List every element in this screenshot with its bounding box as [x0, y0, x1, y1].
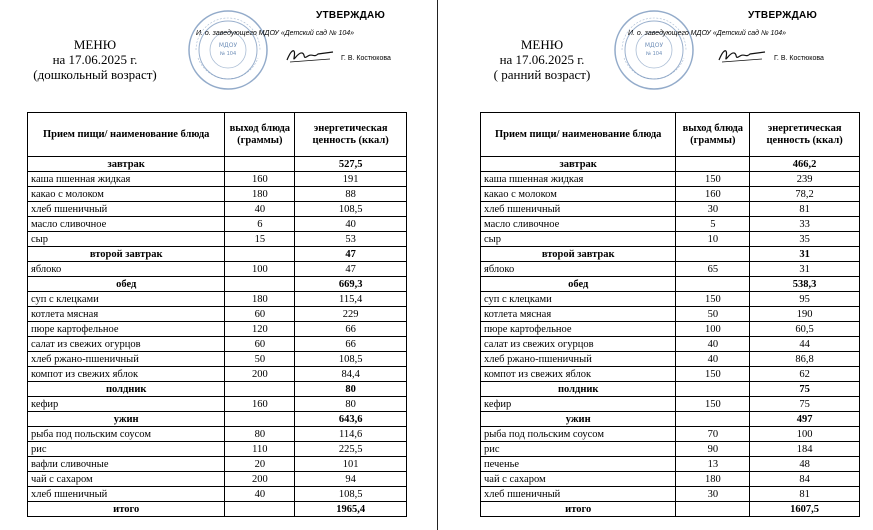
dish-kcal: 108,5 [295, 202, 407, 217]
dish-name: обед [28, 277, 225, 292]
dish-row [28, 202, 407, 217]
dish-name: какао с молоком [28, 187, 225, 202]
dish-grams: 200 [225, 367, 295, 382]
dish-kcal: 101 [295, 457, 407, 472]
meal-row [481, 247, 860, 262]
dish-row [481, 427, 860, 442]
dish-name: завтрак [481, 157, 676, 172]
dish-grams [225, 277, 295, 292]
dish-grams [225, 247, 295, 262]
approver-position: И. о. заведующего МДОУ «Детский сад № 104» [628, 30, 787, 37]
menu-title-line1: МЕНЮ [73, 37, 117, 52]
dish-kcal: 62 [750, 367, 860, 382]
dish-name: суп с клецками [28, 292, 225, 307]
dish-grams [676, 382, 750, 397]
dish-name: ужин [28, 412, 225, 427]
dish-grams: 20 [225, 457, 295, 472]
dish-kcal: 31 [750, 247, 860, 262]
dish-row [28, 427, 407, 442]
dish-row [481, 472, 860, 487]
dish-kcal: 108,5 [295, 352, 407, 367]
meal-row [28, 157, 407, 172]
dish-kcal: 669,3 [295, 277, 407, 292]
dish-row [28, 457, 407, 472]
dish-grams [676, 502, 750, 517]
meal-row [28, 247, 407, 262]
svg-text:МДОУ: МДОУ [218, 42, 238, 49]
dish-kcal: 40 [295, 217, 407, 232]
dish-name: пюре картофельное [28, 322, 225, 337]
dish-row [481, 442, 860, 457]
dish-grams: 160 [225, 172, 295, 187]
dish-name: компот из свежих яблок [28, 367, 225, 382]
dish-name: салат из свежих огурцов [28, 337, 225, 352]
dish-row [481, 202, 860, 217]
dish-grams: 180 [225, 187, 295, 202]
dish-name: хлеб пшеничный [481, 202, 676, 217]
meal-row [28, 382, 407, 397]
dish-kcal: 75 [750, 397, 860, 412]
dish-grams: 65 [676, 262, 750, 277]
dish-kcal: 538,3 [750, 277, 860, 292]
dish-name: второй завтрак [481, 247, 676, 262]
dish-name: чай с сахаром [28, 472, 225, 487]
header-dish: Прием пищи/ наименование блюда [481, 113, 676, 157]
dish-grams [225, 502, 295, 517]
dish-name: рис [481, 442, 676, 457]
dish-row [481, 217, 860, 232]
official-stamp [612, 8, 696, 92]
dish-grams: 100 [225, 262, 295, 277]
header-dish: Прием пищи/ наименование блюда [28, 113, 225, 157]
dish-row [28, 472, 407, 487]
menu-title [472, 37, 612, 82]
dish-kcal: 47 [295, 247, 407, 262]
dish-name: салат из свежих огурцов [481, 337, 676, 352]
dish-row [481, 262, 860, 277]
dish-kcal: 84,4 [295, 367, 407, 382]
dish-kcal: 190 [750, 307, 860, 322]
dish-row [481, 292, 860, 307]
dish-row [481, 367, 860, 382]
dish-grams: 40 [676, 352, 750, 367]
dish-grams [676, 247, 750, 262]
dish-name: хлеб ржано-пшеничный [28, 352, 225, 367]
signature-icon [284, 44, 336, 66]
dish-name: каша пшенная жидкая [481, 172, 676, 187]
dish-grams: 150 [676, 292, 750, 307]
dish-grams: 90 [676, 442, 750, 457]
dish-grams: 30 [676, 202, 750, 217]
dish-grams [225, 157, 295, 172]
dish-kcal: 527,5 [295, 157, 407, 172]
header-grams: выход блюда (граммы) [225, 113, 295, 157]
total-row [28, 502, 407, 517]
meal-row [481, 157, 860, 172]
dish-row [28, 322, 407, 337]
dish-kcal: 95 [750, 292, 860, 307]
table-header-row [481, 113, 860, 157]
menu-date: на 17.06.2025 г. [499, 52, 585, 67]
dish-kcal: 115,4 [295, 292, 407, 307]
dish-grams: 160 [676, 187, 750, 202]
svg-text:МДОУ: МДОУ [644, 42, 664, 49]
dish-row [481, 187, 860, 202]
dish-row [481, 397, 860, 412]
dish-row [481, 352, 860, 367]
dish-grams: 13 [676, 457, 750, 472]
dish-grams: 70 [676, 427, 750, 442]
dish-name: хлеб ржано-пшеничный [481, 352, 676, 367]
dish-name: полдник [28, 382, 225, 397]
dish-name: хлеб пшеничный [481, 487, 676, 502]
dish-kcal: 80 [295, 397, 407, 412]
approve-label: УТВЕРЖДАЮ [316, 10, 386, 21]
dish-grams: 150 [676, 397, 750, 412]
dish-name: ужин [481, 412, 676, 427]
dish-kcal: 1607,5 [750, 502, 860, 517]
header-kcal: энергетическая ценность (ккал) [295, 113, 407, 157]
dish-kcal: 75 [750, 382, 860, 397]
dish-name: яблоко [28, 262, 225, 277]
dish-row [28, 232, 407, 247]
dish-row [28, 172, 407, 187]
dish-grams: 160 [225, 397, 295, 412]
dish-grams [676, 412, 750, 427]
dish-grams: 40 [676, 337, 750, 352]
signer-name: Г. В. Костюкова [774, 55, 824, 62]
dish-name: кефир [481, 397, 676, 412]
dish-name: итого [481, 502, 676, 517]
header-grams: выход блюда (граммы) [676, 113, 750, 157]
dish-name: завтрак [28, 157, 225, 172]
dish-row [481, 337, 860, 352]
signature-icon [716, 44, 768, 66]
dish-kcal: 44 [750, 337, 860, 352]
menu-title [25, 37, 165, 82]
dish-row [481, 172, 860, 187]
menu-preschool [0, 0, 436, 530]
dish-row [28, 187, 407, 202]
dish-row [28, 337, 407, 352]
dish-grams: 50 [676, 307, 750, 322]
dish-kcal: 80 [295, 382, 407, 397]
dish-kcal: 100 [750, 427, 860, 442]
menu-age-group: (дошкольный возраст) [33, 67, 157, 82]
meal-row [28, 412, 407, 427]
dish-row [28, 442, 407, 457]
dish-grams: 120 [225, 322, 295, 337]
dish-kcal: 81 [750, 202, 860, 217]
dish-row [28, 352, 407, 367]
dish-grams [225, 412, 295, 427]
dish-kcal: 114,6 [295, 427, 407, 442]
dish-row [28, 307, 407, 322]
dish-name: итого [28, 502, 225, 517]
dish-kcal: 66 [295, 337, 407, 352]
dish-grams: 6 [225, 217, 295, 232]
dish-kcal: 239 [750, 172, 860, 187]
dish-grams: 60 [225, 307, 295, 322]
dish-grams: 40 [225, 202, 295, 217]
meal-row [28, 277, 407, 292]
menu-date: на 17.06.2025 г. [52, 52, 138, 67]
dish-name: вафли сливочные [28, 457, 225, 472]
dish-row [481, 322, 860, 337]
dish-name: сыр [28, 232, 225, 247]
menu-table [480, 112, 860, 517]
dish-name: яблоко [481, 262, 676, 277]
svg-text:№ 104: № 104 [645, 51, 663, 57]
dish-row [481, 457, 860, 472]
dish-row [481, 232, 860, 247]
dish-kcal: 81 [750, 487, 860, 502]
dish-kcal: 108,5 [295, 487, 407, 502]
dish-grams: 80 [225, 427, 295, 442]
dish-grams: 150 [676, 367, 750, 382]
dish-kcal: 88 [295, 187, 407, 202]
dish-kcal: 66 [295, 322, 407, 337]
dish-grams: 5 [676, 217, 750, 232]
dish-kcal: 31 [750, 262, 860, 277]
dish-kcal: 60,5 [750, 322, 860, 337]
dish-kcal: 225,5 [295, 442, 407, 457]
dish-grams [225, 382, 295, 397]
approve-label: УТВЕРЖДАЮ [748, 10, 818, 21]
dish-kcal: 229 [295, 307, 407, 322]
dish-grams: 40 [225, 487, 295, 502]
dish-kcal: 53 [295, 232, 407, 247]
dish-grams: 180 [225, 292, 295, 307]
approver-position: И. о. заведующего МДОУ «Детский сад № 104» [196, 30, 355, 37]
dish-kcal: 78,2 [750, 187, 860, 202]
dish-name: масло сливочное [481, 217, 676, 232]
menu-early-age [438, 0, 873, 530]
dish-kcal: 191 [295, 172, 407, 187]
dish-grams: 150 [676, 172, 750, 187]
dish-kcal: 466,2 [750, 157, 860, 172]
dish-kcal: 86,8 [750, 352, 860, 367]
total-row [481, 502, 860, 517]
dish-kcal: 47 [295, 262, 407, 277]
meal-row [481, 382, 860, 397]
dish-name: какао с молоком [481, 187, 676, 202]
dish-kcal: 84 [750, 472, 860, 487]
dish-row [28, 487, 407, 502]
signer-name: Г. В. Костюкова [341, 55, 391, 62]
dish-grams: 30 [676, 487, 750, 502]
dish-row [28, 217, 407, 232]
dish-kcal: 48 [750, 457, 860, 472]
dish-name: масло сливочное [28, 217, 225, 232]
dish-name: сыр [481, 232, 676, 247]
dish-name: суп с клецками [481, 292, 676, 307]
dish-kcal: 184 [750, 442, 860, 457]
dish-grams: 50 [225, 352, 295, 367]
svg-text:№ 104: № 104 [219, 51, 237, 57]
dish-row [28, 367, 407, 382]
official-stamp [186, 8, 270, 92]
dish-kcal: 33 [750, 217, 860, 232]
dish-row [481, 487, 860, 502]
dish-name: котлета мясная [481, 307, 676, 322]
dish-row [481, 307, 860, 322]
dish-name: обед [481, 277, 676, 292]
dish-kcal: 35 [750, 232, 860, 247]
dish-name: второй завтрак [28, 247, 225, 262]
dish-kcal: 643,6 [295, 412, 407, 427]
meal-row [481, 277, 860, 292]
dish-row [28, 262, 407, 277]
dish-name: чай с сахаром [481, 472, 676, 487]
dish-name: котлета мясная [28, 307, 225, 322]
dish-name: каша пшенная жидкая [28, 172, 225, 187]
dish-grams [676, 157, 750, 172]
meal-row [481, 412, 860, 427]
dish-kcal: 497 [750, 412, 860, 427]
dish-grams: 200 [225, 472, 295, 487]
table-header-row [28, 113, 407, 157]
dish-name: хлеб пшеничный [28, 487, 225, 502]
dish-grams: 110 [225, 442, 295, 457]
dish-name: кефир [28, 397, 225, 412]
dish-grams: 15 [225, 232, 295, 247]
menu-table [27, 112, 407, 517]
dish-name: рыба под польским соусом [481, 427, 676, 442]
dish-name: рыба под польским соусом [28, 427, 225, 442]
dish-kcal: 94 [295, 472, 407, 487]
dish-name: полдник [481, 382, 676, 397]
dish-grams: 100 [676, 322, 750, 337]
menu-title-line1: МЕНЮ [520, 37, 564, 52]
dish-name: пюре картофельное [481, 322, 676, 337]
dish-row [28, 292, 407, 307]
dish-grams: 10 [676, 232, 750, 247]
dish-kcal: 1965,4 [295, 502, 407, 517]
dish-name: компот из свежих яблок [481, 367, 676, 382]
dish-row [28, 397, 407, 412]
menu-age-group: ( ранний возраст) [493, 67, 591, 82]
dish-name: рис [28, 442, 225, 457]
dish-name: хлеб пшеничный [28, 202, 225, 217]
dish-grams: 180 [676, 472, 750, 487]
dish-grams: 60 [225, 337, 295, 352]
dish-grams [676, 277, 750, 292]
header-kcal: энергетическая ценность (ккал) [750, 113, 860, 157]
dish-name: печенье [481, 457, 676, 472]
